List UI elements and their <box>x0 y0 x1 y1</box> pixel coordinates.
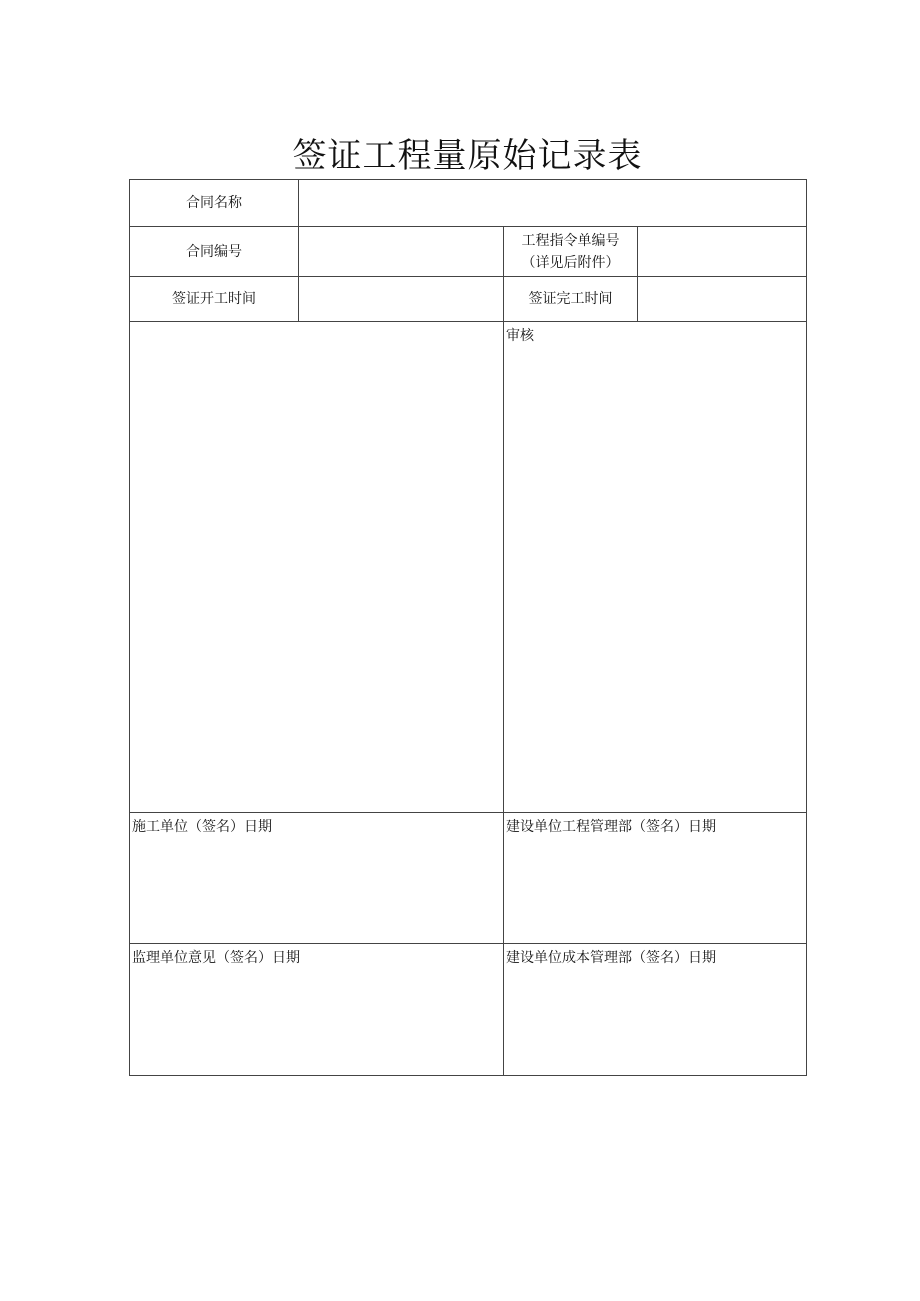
end-time-label: 签证完工时间 <box>504 277 638 322</box>
content-area[interactable] <box>130 322 504 813</box>
contract-name-label: 合同名称 <box>130 180 299 227</box>
client-eng-sign-area[interactable] <box>504 813 807 944</box>
client-eng-sign-label: 建设单位工程管理部（签名）日期 <box>506 819 716 835</box>
supervisor-sign-area[interactable] <box>130 944 504 1076</box>
record-form-table <box>129 179 807 1076</box>
contract-no-field[interactable] <box>299 227 504 277</box>
contract-name-field[interactable] <box>299 180 807 227</box>
contractor-sign-label: 施工单位（签名）日期 <box>132 819 272 835</box>
page-title: 签证工程量原始记录表 <box>292 136 643 176</box>
supervisor-sign-label: 监理单位意见（签名）日期 <box>132 950 300 966</box>
instruction-no-label-line2: （详见后附件） <box>521 254 620 271</box>
review-label: 审核 <box>506 328 534 344</box>
end-time-field[interactable] <box>638 277 807 322</box>
review-area[interactable] <box>504 322 807 813</box>
instruction-no-field[interactable] <box>638 227 807 277</box>
instruction-no-label-line1: 工程指令单编号 <box>521 232 620 249</box>
instruction-no-label <box>504 227 638 277</box>
client-cost-sign-area[interactable] <box>504 944 807 1076</box>
contract-no-label: 合同编号 <box>130 227 299 277</box>
start-time-label: 签证开工时间 <box>130 277 299 322</box>
client-cost-sign-label: 建设单位成本管理部（签名）日期 <box>506 950 716 966</box>
contractor-sign-area[interactable] <box>130 813 504 944</box>
start-time-field[interactable] <box>299 277 504 322</box>
